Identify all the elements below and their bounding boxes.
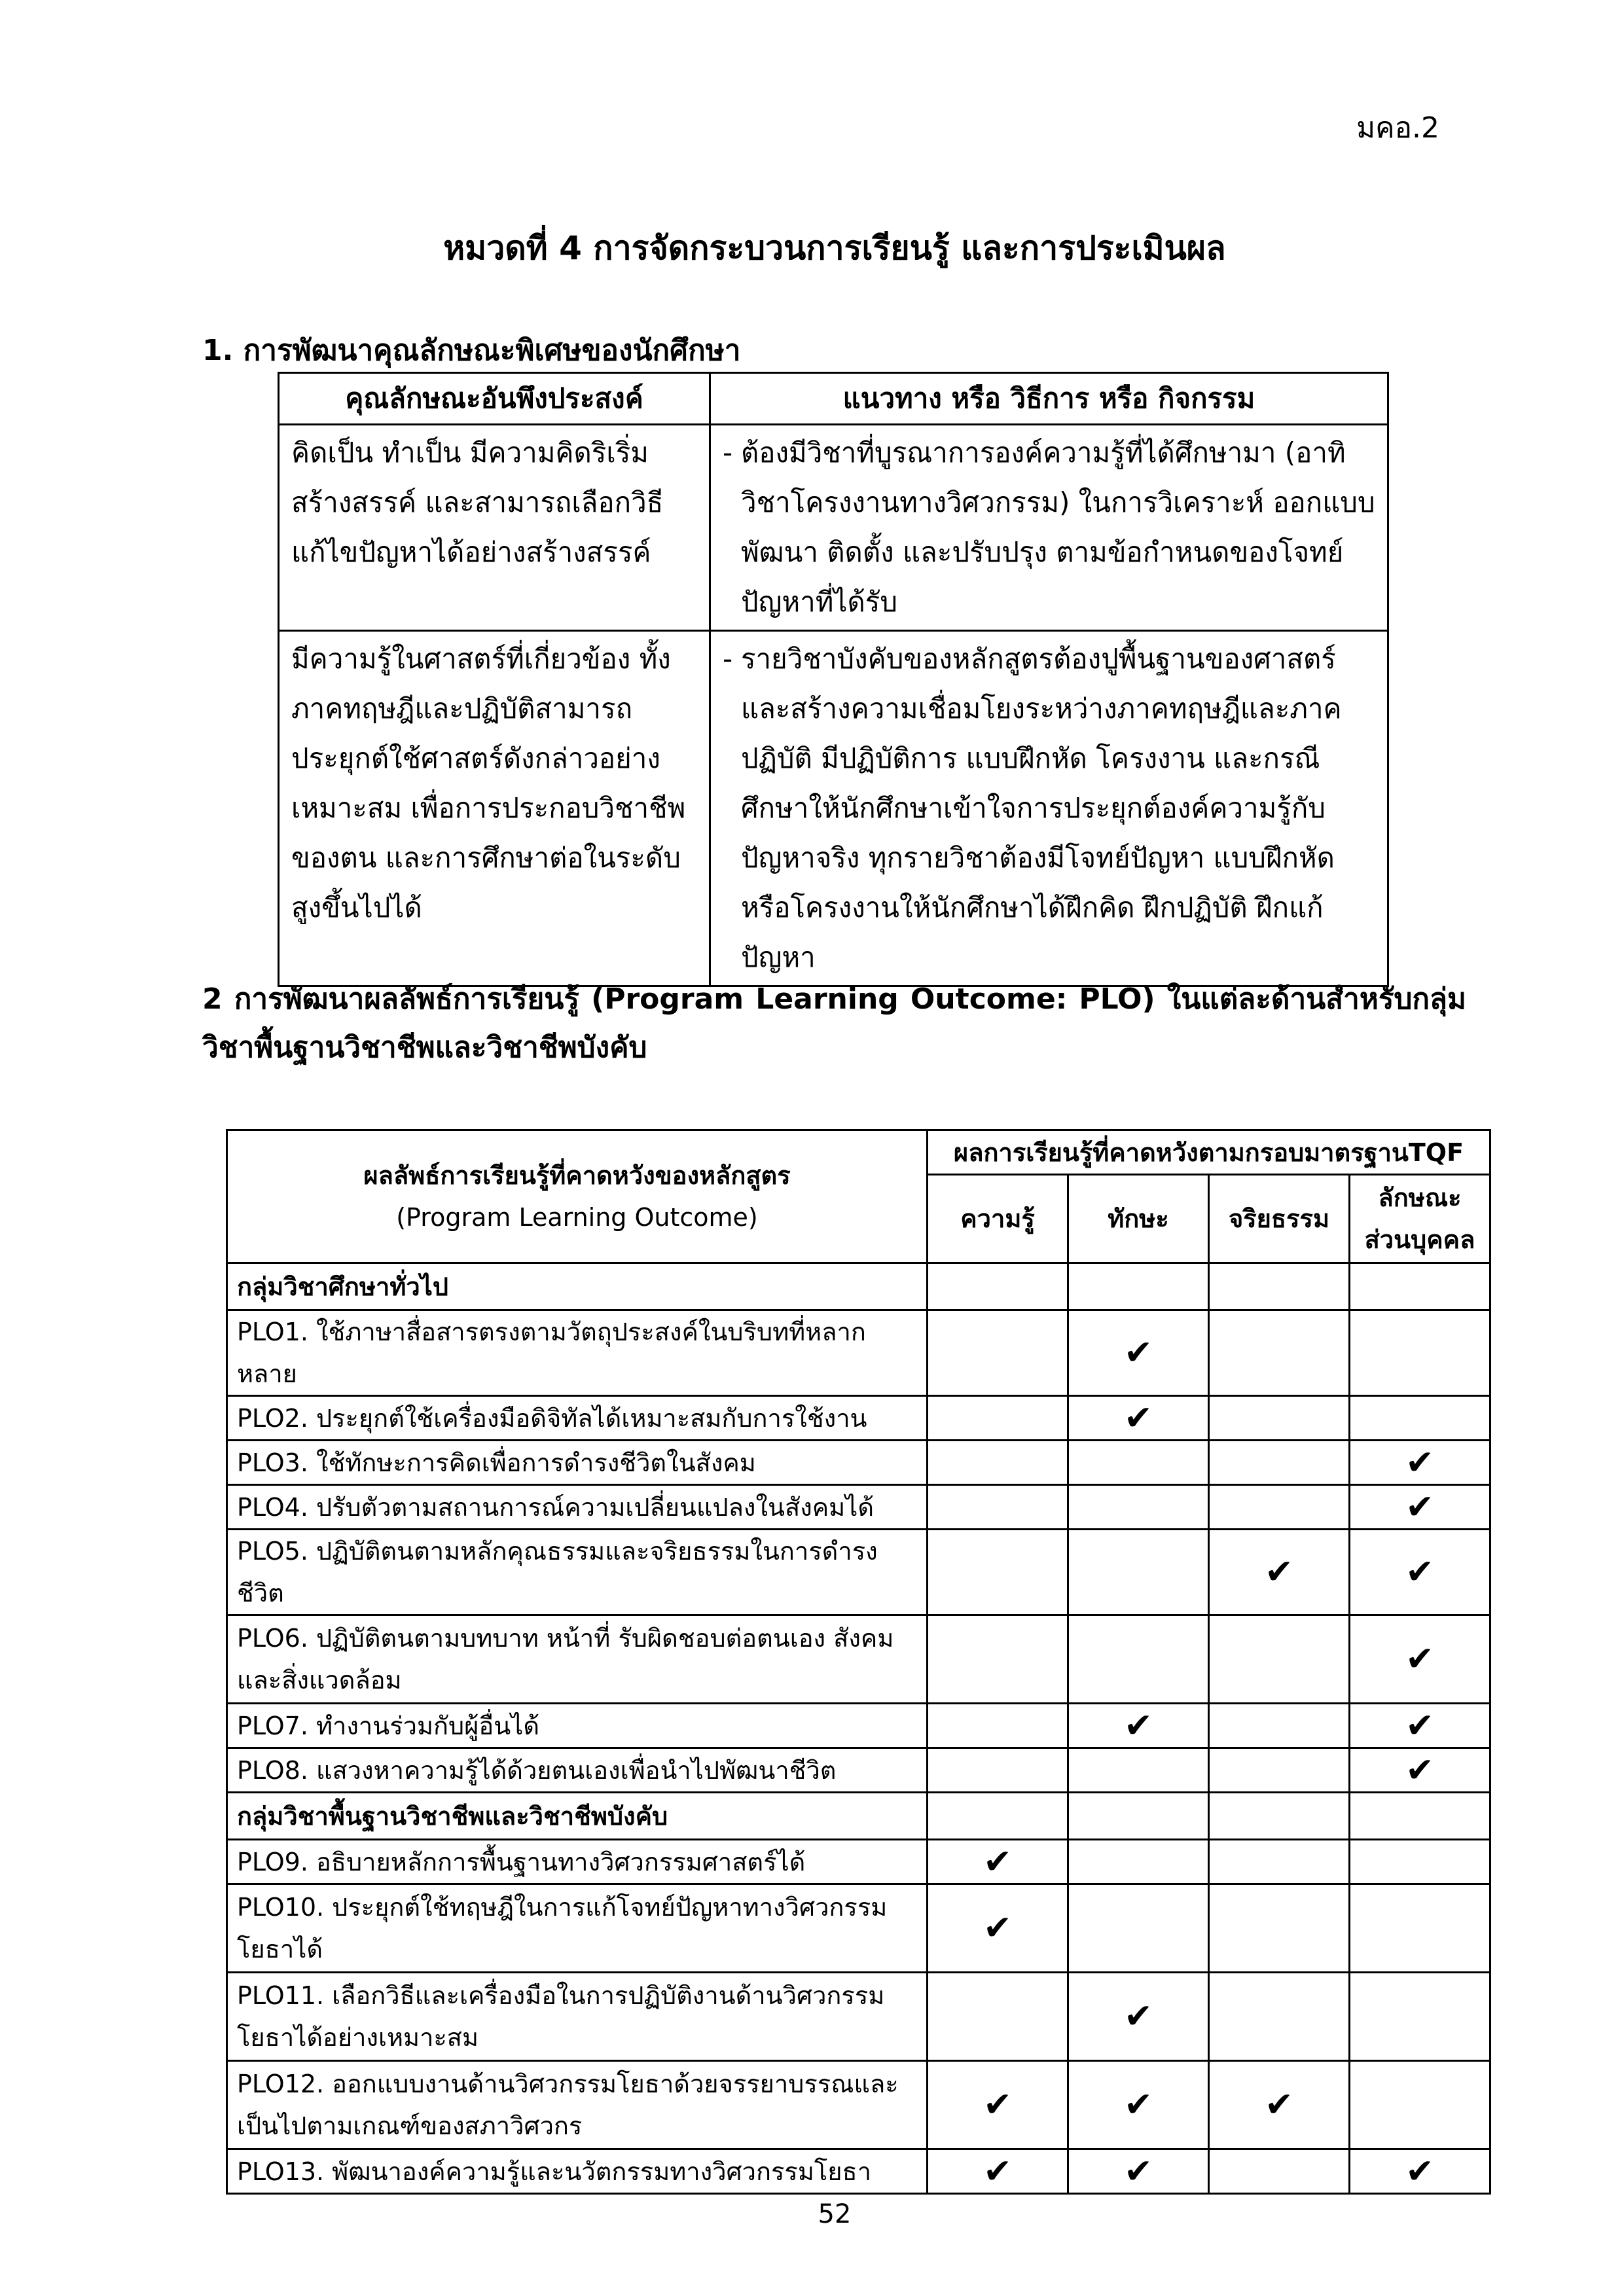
plo-text: PLO3. ใช้ทักษะการคิดเพื่อการดำรงชีวิตในสังคม [227, 1441, 928, 1485]
empty-cell [1350, 1884, 1490, 1973]
plo-text: PLO5. ปฏิบัติตนตามหลักคุณธรรมและจริยธรรมในการดำรงชีวิต [227, 1530, 928, 1615]
checkmark-icon: ✔ [1068, 1704, 1209, 1748]
plo-text: PLO7. ทำงานร่วมกับผู้อื่นได้ [227, 1704, 928, 1748]
header-character: ลักษณะส่วนบุคคล [1350, 1175, 1490, 1263]
table-row [227, 1485, 1490, 1530]
checkmark-icon: ✔ [1068, 1973, 1209, 2061]
empty-cell [928, 1530, 1068, 1615]
method-text: รายวิชาบังคับของหลักสูตรต้องปูพื้นฐานของศาสตร์และสร้างความเชื่อมโยงระหว่างภาคทฤษฎีและภาคปฏิบัติ มีปฏิบัติการ แบบฝึกหัด โครงงาน และกรณีศึกษาให้นักศึกษาเข้าใจการประยุกต์องค์ความรู้กับปัญหาจริง ทุกรายวิชาต้องมีโจทย์ปัญหา แบบฝึกหัด หรือโครงงานให้นักศึกษาได้ฝึกคิด ฝึกปฏิบัติ ฝึกแก้ปัญหา [741, 643, 1342, 973]
empty-cell [1350, 1793, 1490, 1840]
header-plo-th: ผลลัพธ์การเรียนรู้ที่คาดหวังของหลักสูตร [363, 1161, 791, 1190]
document-code: มคอ.2 [1356, 111, 1439, 145]
checkmark-icon: ✔ [1350, 1441, 1490, 1485]
empty-cell [1350, 1310, 1490, 1396]
checkmark-icon: ✔ [928, 2149, 1068, 2194]
empty-cell [1209, 1840, 1350, 1884]
plo-text: PLO9. อธิบายหลักการพื้นฐานทางวิศวกรรมศาสตร์ได้ [227, 1840, 928, 1884]
empty-cell [1209, 1793, 1350, 1840]
empty-cell [1068, 1441, 1209, 1485]
plo-text: PLO13. พัฒนาองค์ความรู้และนวัตกรรมทางวิศวกรรมโยธา [227, 2149, 928, 2194]
checkmark-icon: ✔ [1209, 1530, 1350, 1615]
plo-table [226, 1129, 1491, 2195]
empty-cell [1209, 1973, 1350, 2061]
empty-cell [1350, 1973, 1490, 2061]
checkmark-icon: ✔ [1350, 1530, 1490, 1615]
empty-cell [1068, 1263, 1209, 1310]
empty-cell [928, 1615, 1068, 1704]
empty-cell [928, 1793, 1068, 1840]
table-row [227, 1704, 1490, 1748]
empty-cell [1209, 1396, 1350, 1441]
empty-cell [1209, 1884, 1350, 1973]
checkmark-icon: ✔ [1350, 1485, 1490, 1530]
trait-cell: มีความรู้ในศาสตร์ที่เกี่ยวข้อง ทั้งภาคทฤษฎีและปฏิบัติสามารถประยุกต์ใช้ศาสตร์ดังกล่าวอย่างเหมาะสม เพื่อการประกอบวิชาชีพของตน และการศึกษาต่อในระดับสูงขึ้นไปได้ [279, 631, 710, 986]
table-row [227, 1615, 1490, 1704]
table-row [227, 2149, 1490, 2194]
plo-text: PLO11. เลือกวิธีและเครื่องมือในการปฏิบัติงานด้านวิศวกรรมโยธาได้อย่างเหมาะสม [227, 1973, 928, 2061]
checkmark-icon: ✔ [1068, 2061, 1209, 2149]
empty-cell [928, 1704, 1068, 1748]
method-cell: - ต้องมีวิชาที่บูรณาการองค์ความรู้ที่ได้ศึกษามา (อาทิ วิชาโครงงานทางวิศวกรรม) ในการวิเคราะห์ ออกแบบ พัฒนา ติดตั้ง และปรับปรุง ตามข้อกำหนดของโจทย์ปัญหาที่ได้รับ [710, 425, 1388, 631]
empty-cell [1209, 1615, 1350, 1704]
group-row [227, 1793, 1490, 1840]
trait-cell: คิดเป็น ทำเป็น มีความคิดริเริ่มสร้างสรรค์ และสามารถเลือกวิธีแก้ไขปัญหาได้อย่างสร้างสรรค์ [279, 425, 710, 631]
empty-cell [1209, 1748, 1350, 1793]
empty-cell [1350, 1263, 1490, 1310]
empty-cell [928, 1396, 1068, 1441]
table-row [227, 1840, 1490, 1884]
plo-text: PLO12. ออกแบบงานด้านวิศวกรรมโยธาด้วยจรรยาบรรณและเป็นไปตามเกณฑ์ของสภาวิศวกร [227, 2061, 928, 2149]
header-plo [227, 1130, 928, 1263]
table-row [227, 1441, 1490, 1485]
table-row [227, 1396, 1490, 1441]
section1-heading: 1. การพัฒนาคุณลักษณะพิเศษของนักศึกษา [202, 334, 741, 367]
header-trait: คุณลักษณะอันพึงประสงค์ [279, 373, 710, 425]
empty-cell [1068, 1748, 1209, 1793]
header-knowledge: ความรู้ [928, 1175, 1068, 1263]
empty-cell [1068, 1485, 1209, 1530]
page-number: 52 [818, 2199, 852, 2229]
empty-cell [1350, 1840, 1490, 1884]
plo-text: PLO8. แสวงหาความรู้ได้ด้วยตนเองเพื่อนำไปพัฒนาชีวิต [227, 1748, 928, 1793]
method-cell: - รายวิชาบังคับของหลักสูตรต้องปูพื้นฐานของศาสตร์และสร้างความเชื่อมโยงระหว่างภาคทฤษฎีและภาคปฏิบัติ มีปฏิบัติการ แบบฝึกหัด โครงงาน และกรณีศึกษาให้นักศึกษาเข้าใจการประยุกต์องค์ความรู้กับปัญหาจริง ทุกรายวิชาต้องมีโจทย์ปัญหา แบบฝึกหัด หรือโครงงานให้นักศึกษาได้ฝึกคิด ฝึกปฏิบัติ ฝึกแก้ปัญหา [710, 631, 1388, 986]
table-row [227, 1973, 1490, 2061]
checkmark-icon: ✔ [1350, 2149, 1490, 2194]
table-row [227, 1748, 1490, 1793]
checkmark-icon: ✔ [1350, 1704, 1490, 1748]
group-row [227, 1263, 1490, 1310]
empty-cell [928, 1973, 1068, 2061]
table-row [279, 425, 1388, 631]
checkmark-icon: ✔ [1068, 1310, 1209, 1396]
empty-cell [1350, 1396, 1490, 1441]
traits-table [278, 372, 1389, 987]
checkmark-icon: ✔ [1068, 2149, 1209, 2194]
plo-text: PLO1. ใช้ภาษาสื่อสารตรงตามวัตถุประสงค์ในบริบทที่หลากหลาย [227, 1310, 928, 1396]
empty-cell [1068, 1530, 1209, 1615]
empty-cell [928, 1485, 1068, 1530]
table-header-row [279, 373, 1388, 425]
empty-cell [1350, 2061, 1490, 2149]
checkmark-icon: ✔ [1350, 1748, 1490, 1793]
empty-cell [1209, 1441, 1350, 1485]
section2-heading: 2 การพัฒนาผลลัพธ์การเรียนรู้ (Program Learning Outcome: PLO) ในแต่ละด้านสำหรับกลุ่มวิชาพื้นฐานวิชาชีพและวิชาชีพบังคับ [202, 982, 1466, 1064]
table-row [227, 2061, 1490, 2149]
group-name: กลุ่มวิชาพื้นฐานวิชาชีพและวิชาชีพบังคับ [227, 1793, 928, 1840]
plo-text: PLO2. ประยุกต์ใช้เครื่องมือดิจิทัลได้เหมาะสมกับการใช้งาน [227, 1396, 928, 1441]
empty-cell [928, 1441, 1068, 1485]
method-text: ต้องมีวิชาที่บูรณาการองค์ความรู้ที่ได้ศึกษามา (อาทิ วิชาโครงงานทางวิศวกรรม) ในการวิเคราะห์ ออกแบบ พัฒนา ติดตั้ง และปรับปรุง ตามข้อกำหนดของโจทย์ปัญหาที่ได้รับ [741, 437, 1375, 618]
empty-cell [1068, 1884, 1209, 1973]
plo-text: PLO4. ปรับตัวตามสถานการณ์ความเปลี่ยนแปลงในสังคมได้ [227, 1485, 928, 1530]
header-skills: ทักษะ [1068, 1175, 1209, 1263]
empty-cell [928, 1748, 1068, 1793]
table-row [227, 1310, 1490, 1396]
checkmark-icon: ✔ [928, 2061, 1068, 2149]
header-tqf: ผลการเรียนรู้ที่คาดหวังตามกรอบมาตรฐานTQF [928, 1130, 1490, 1175]
checkmark-icon: ✔ [928, 1884, 1068, 1973]
checkmark-icon: ✔ [1350, 1615, 1490, 1704]
empty-cell [1209, 1704, 1350, 1748]
table-row [227, 1884, 1490, 1973]
table-row [227, 1530, 1490, 1615]
empty-cell [1209, 1263, 1350, 1310]
header-ethics: จริยธรรม [1209, 1175, 1350, 1263]
empty-cell [1068, 1793, 1209, 1840]
empty-cell [1209, 2149, 1350, 2194]
checkmark-icon: ✔ [928, 1840, 1068, 1884]
checkmark-icon: ✔ [1209, 2061, 1350, 2149]
header-method: แนวทาง หรือ วิธีการ หรือ กิจกรรม [710, 373, 1388, 425]
table-row [279, 631, 1388, 986]
empty-cell [928, 1263, 1068, 1310]
page-title: หมวดที่ 4 การจัดกระบวนการเรียนรู้ และการประเมินผล [443, 229, 1226, 267]
group-name: กลุ่มวิชาศึกษาทั่วไป [227, 1263, 928, 1310]
checkmark-icon: ✔ [1068, 1396, 1209, 1441]
empty-cell [1068, 1615, 1209, 1704]
header-plo-en: (Program Learning Outcome) [396, 1203, 758, 1232]
plo-text: PLO6. ปฏิบัติตนตามบทบาท หน้าที่ รับผิดชอบต่อตนเอง สังคม และสิ่งแวดล้อม [227, 1615, 928, 1704]
plo-text: PLO10. ประยุกต์ใช้ทฤษฎีในการแก้โจทย์ปัญหาทางวิศวกรรมโยธาได้ [227, 1884, 928, 1973]
empty-cell [1209, 1310, 1350, 1396]
empty-cell [1209, 1485, 1350, 1530]
table-header-row [227, 1130, 1490, 1175]
empty-cell [1068, 1840, 1209, 1884]
empty-cell [928, 1310, 1068, 1396]
